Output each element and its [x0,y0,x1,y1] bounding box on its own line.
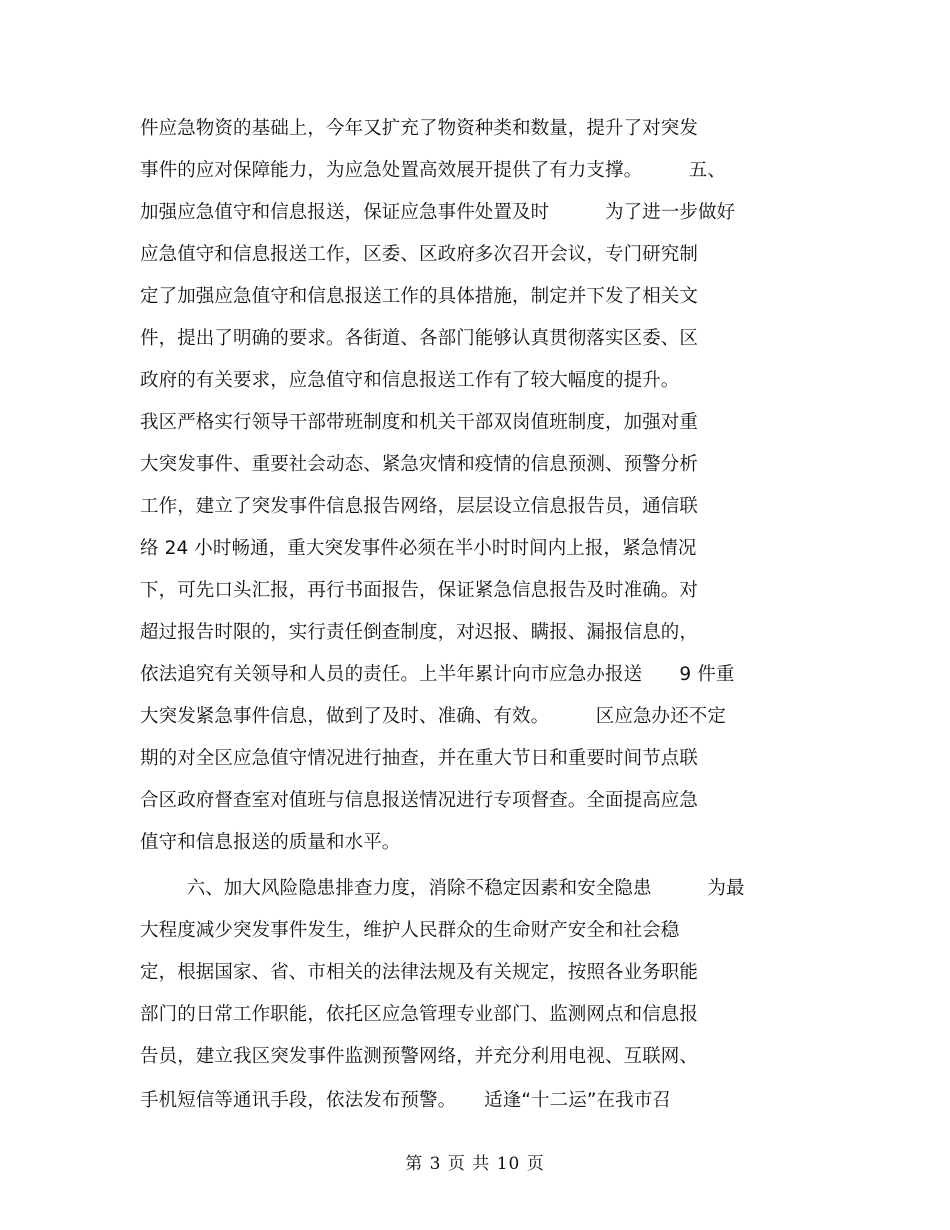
text-line: 部门的日常工作职能，依托区应急管理专业部门、监测网点和信息报 [140,1004,699,1025]
text-line: 合区政府督查室对值班与信息报送情况进行专项督查。全面提高应急 [140,790,699,811]
text-line: 下，可先口头汇报，再行书面报告，保证紧急信息报告及时准确。对 [140,580,699,601]
text-line: 我区严格实行领导干部带班制度和机关干部双岗值班制度，加强对重 [140,412,699,433]
text-line: 络 24 小时畅通，重大突发事件必须在半小时时间内上报，紧急情况 [140,538,697,559]
text-line: 大突发事件、重要社会动态、紧急灾情和疫情的信息预测、预警分析 [140,454,699,475]
text-line: 件应急物资的基础上，今年又扩充了物资种类和数量，提升了对突发 [140,118,699,139]
text-line: 件，提出了明确的要求。各街道、各部门能够认真贯彻落实区委、区 [140,328,699,349]
text-line: 应急值守和信息报送工作，区委、区政府多次召开会议，专门研究制 [140,244,699,265]
text-line: 依法追究有关领导和人员的责任。上半年累计向市应急办报送 9 件重 [140,664,735,685]
text-line: 工作，建立了突发事件信息报告网络，层层设立信息报告员，通信联 [140,496,699,517]
text-line: 定，根据国家、省、市相关的法律法规及有关规定，按照各业务职能 [140,962,699,983]
text-line: 告员，建立我区突发事件监测预警网络，并充分利用电视、互联网、 [140,1046,699,1067]
text-line: 大程度减少突发事件发生，维护人民群众的生命财产安全和社会稳 [140,920,680,941]
text-line: 政府的有关要求，应急值守和信息报送工作有了较大幅度的提升。 [140,370,680,391]
text-line: 六、加大风险隐患排查力度，消除不稳定因素和安全隐患 为最 [168,878,745,899]
text-line: 大突发紧急事件信息，做到了及时、准确、有效。 区应急办还不定 [140,706,726,727]
text-line: 超过报告时限的，实行责任倒查制度，对迟报、瞒报、漏报信息的， [140,622,699,643]
text-line: 手机短信等通讯手段，依法发布预警。 适逢“十二运”在我市召 [140,1090,671,1111]
text-line: 期的对全区应急值守情况进行抽查，并在重大节日和重要时间节点联 [140,748,699,769]
text-line: 事件的应对保障能力，为应急处置高效展开提供了有力支撑。 五、 [140,160,726,181]
page-number: 第 3 页 共 10 页 [405,1154,545,1174]
text-line: 值守和信息报送的质量和水平。 [140,832,401,853]
text-line: 定了加强应急值守和信息报送工作的具体措施，制定并下发了相关文 [140,286,699,307]
text-line: 加强应急值守和信息报送，保证应急事件处置及时 为了进一步做好 [140,202,736,223]
